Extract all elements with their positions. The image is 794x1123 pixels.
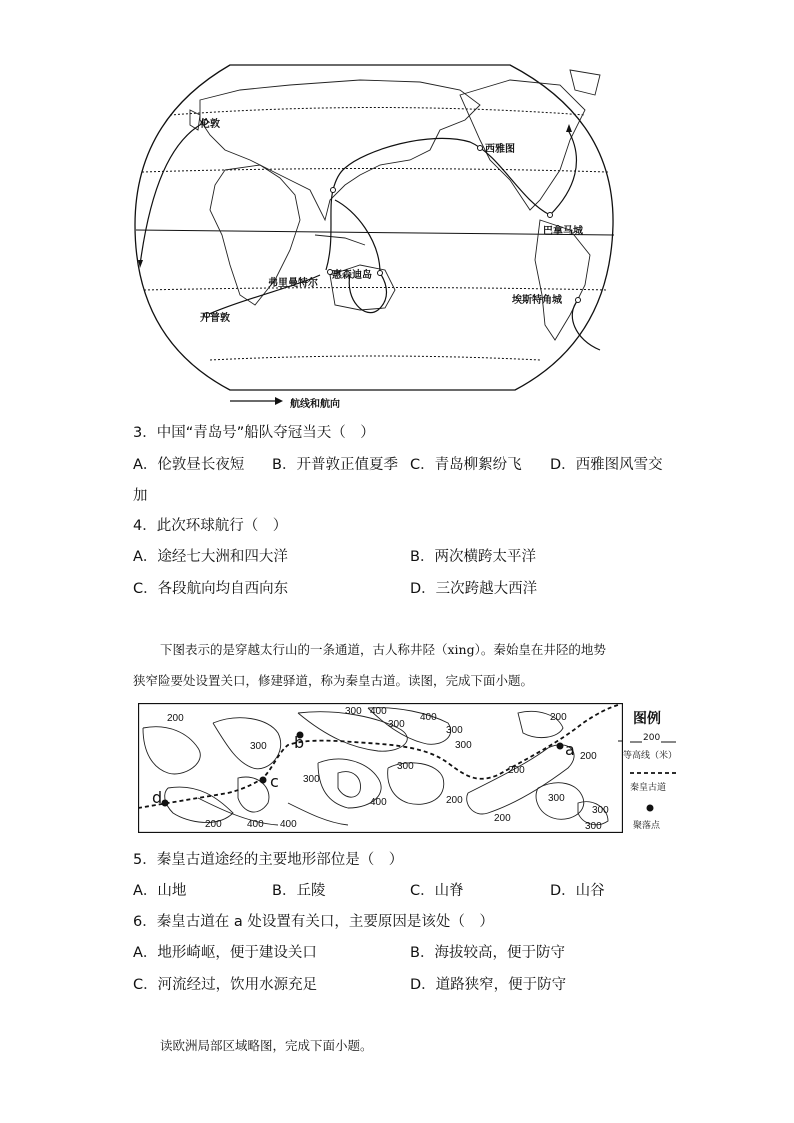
label-fremantle: 弗里曼特尔 [268, 278, 318, 289]
contour-label: 200 [446, 795, 463, 806]
legend-road-label: 秦皇古道 [630, 783, 667, 793]
point-b-label: b [294, 733, 305, 752]
legend-arrow-head [275, 397, 283, 405]
contour-label: 400 [247, 819, 264, 830]
contour-label: 400 [370, 706, 387, 717]
q3-option-d[interactable]: D．西雅图风雪交 [550, 457, 663, 473]
map-frame [135, 65, 613, 390]
contour-label: 200 [580, 751, 597, 762]
seattle-point [478, 146, 483, 151]
contour-label: 300 [585, 821, 602, 832]
contour-label: 300 [303, 774, 320, 785]
contour-label: 200 [205, 819, 222, 830]
q5-option-d[interactable]: D．山谷 [550, 883, 605, 899]
q3-option-a[interactable]: A．伦敦昼长夜短 [133, 457, 245, 473]
settlement-d [162, 800, 169, 807]
q4-stem: 4．此次环球航行（ ） [133, 518, 288, 534]
legend-contour-label: 等高线（米） [623, 751, 678, 761]
contour-label: 300 [250, 741, 267, 752]
legend-contour-value: 200 [643, 733, 661, 743]
q4-option-b[interactable]: B．两次横跨太平洋 [410, 549, 536, 565]
contour-label: 300 [345, 706, 362, 717]
q5-stem: 5．秦皇古道途经的主要地形部位是（ ） [133, 852, 404, 868]
q6-option-c[interactable]: C．河流经过，饮用水源充足 [133, 977, 318, 993]
punta-point [576, 298, 581, 303]
point-a-label: a [565, 740, 575, 759]
intro-line-1: 下图表示的是穿越太行山的一条通道，古人称井陉（xing）。秦始皇在井陉的地势 [160, 642, 606, 657]
contour-label: 400 [370, 797, 387, 808]
point-c-label: c [270, 772, 279, 791]
legend-settlement-label: 聚落点 [633, 821, 661, 831]
q4-option-d[interactable]: D．三次跨越大西洋 [410, 581, 538, 597]
contour-label: 200 [494, 813, 511, 824]
q6-option-b[interactable]: B．海拔较高，便于防守 [410, 945, 565, 961]
intro-europe: 读欧洲局部区域略图，完成下面小题。 [160, 1038, 373, 1053]
legend-title: 图例 [633, 711, 661, 727]
settlement-a [557, 743, 564, 750]
label-london: 伦敦 [200, 119, 220, 130]
label-punta: 埃斯特角城 [512, 295, 562, 306]
contour-label: 300 [455, 740, 472, 751]
q4-option-c[interactable]: C．各段航向均自西向东 [133, 581, 289, 597]
q6-stem: 6．秦皇古道在 a 处设置有关口，主要原因是该处（ ） [133, 914, 494, 930]
whitsunday-point [378, 271, 383, 276]
q5-option-a[interactable]: A．山地 [133, 883, 187, 899]
point-d-label: d [152, 788, 163, 807]
panama-point [548, 213, 553, 218]
contour-label: 200 [508, 765, 525, 776]
label-panama: 巴拿马城 [543, 226, 583, 237]
q4-option-a[interactable]: A．途经七大洲和四大洋 [133, 549, 288, 565]
contour-label: 300 [397, 761, 414, 772]
intro-line-2: 狭窄险要处设置关口，修建驿道，称为秦皇古道。读图，完成下面小题。 [133, 673, 534, 688]
q6-option-a[interactable]: A．地形崎岖，便于建设关口 [133, 945, 317, 961]
contour-label: 200 [550, 712, 567, 723]
contour-label: 300 [446, 725, 463, 736]
q5-option-c[interactable]: C．山脊 [410, 883, 464, 899]
q3-option-b[interactable]: B．开普敦正值夏季 [272, 457, 398, 473]
contour-label: 300 [548, 793, 565, 804]
label-seattle: 西雅图 [485, 144, 515, 155]
q5-option-b[interactable]: B．丘陵 [272, 883, 326, 899]
qingdao-point [331, 188, 336, 193]
legend-route: 航线和航向 [290, 399, 340, 410]
legend-settlement-symbol [645, 803, 655, 813]
q6-option-d[interactable]: D．道路狭窄，便于防守 [410, 977, 567, 993]
settlement-c [260, 777, 267, 784]
label-capetown: 开普敦 [200, 313, 230, 324]
label-whitsunday: 惠森迪岛 [332, 270, 372, 281]
contour-label: 200 [167, 713, 184, 724]
q3-option-c[interactable]: C．青岛柳絮纷飞 [410, 457, 522, 473]
contour-label: 400 [420, 712, 437, 723]
contour-label: 300 [388, 719, 405, 730]
q3-stem: 3．中国“青岛号”船队夺冠当天（ ） [133, 425, 375, 441]
contour-label: 300 [592, 805, 609, 816]
legend-road-symbol [628, 768, 678, 778]
q3-option-d-continued: 加 [133, 488, 148, 504]
contour-label: 400 [280, 819, 297, 830]
